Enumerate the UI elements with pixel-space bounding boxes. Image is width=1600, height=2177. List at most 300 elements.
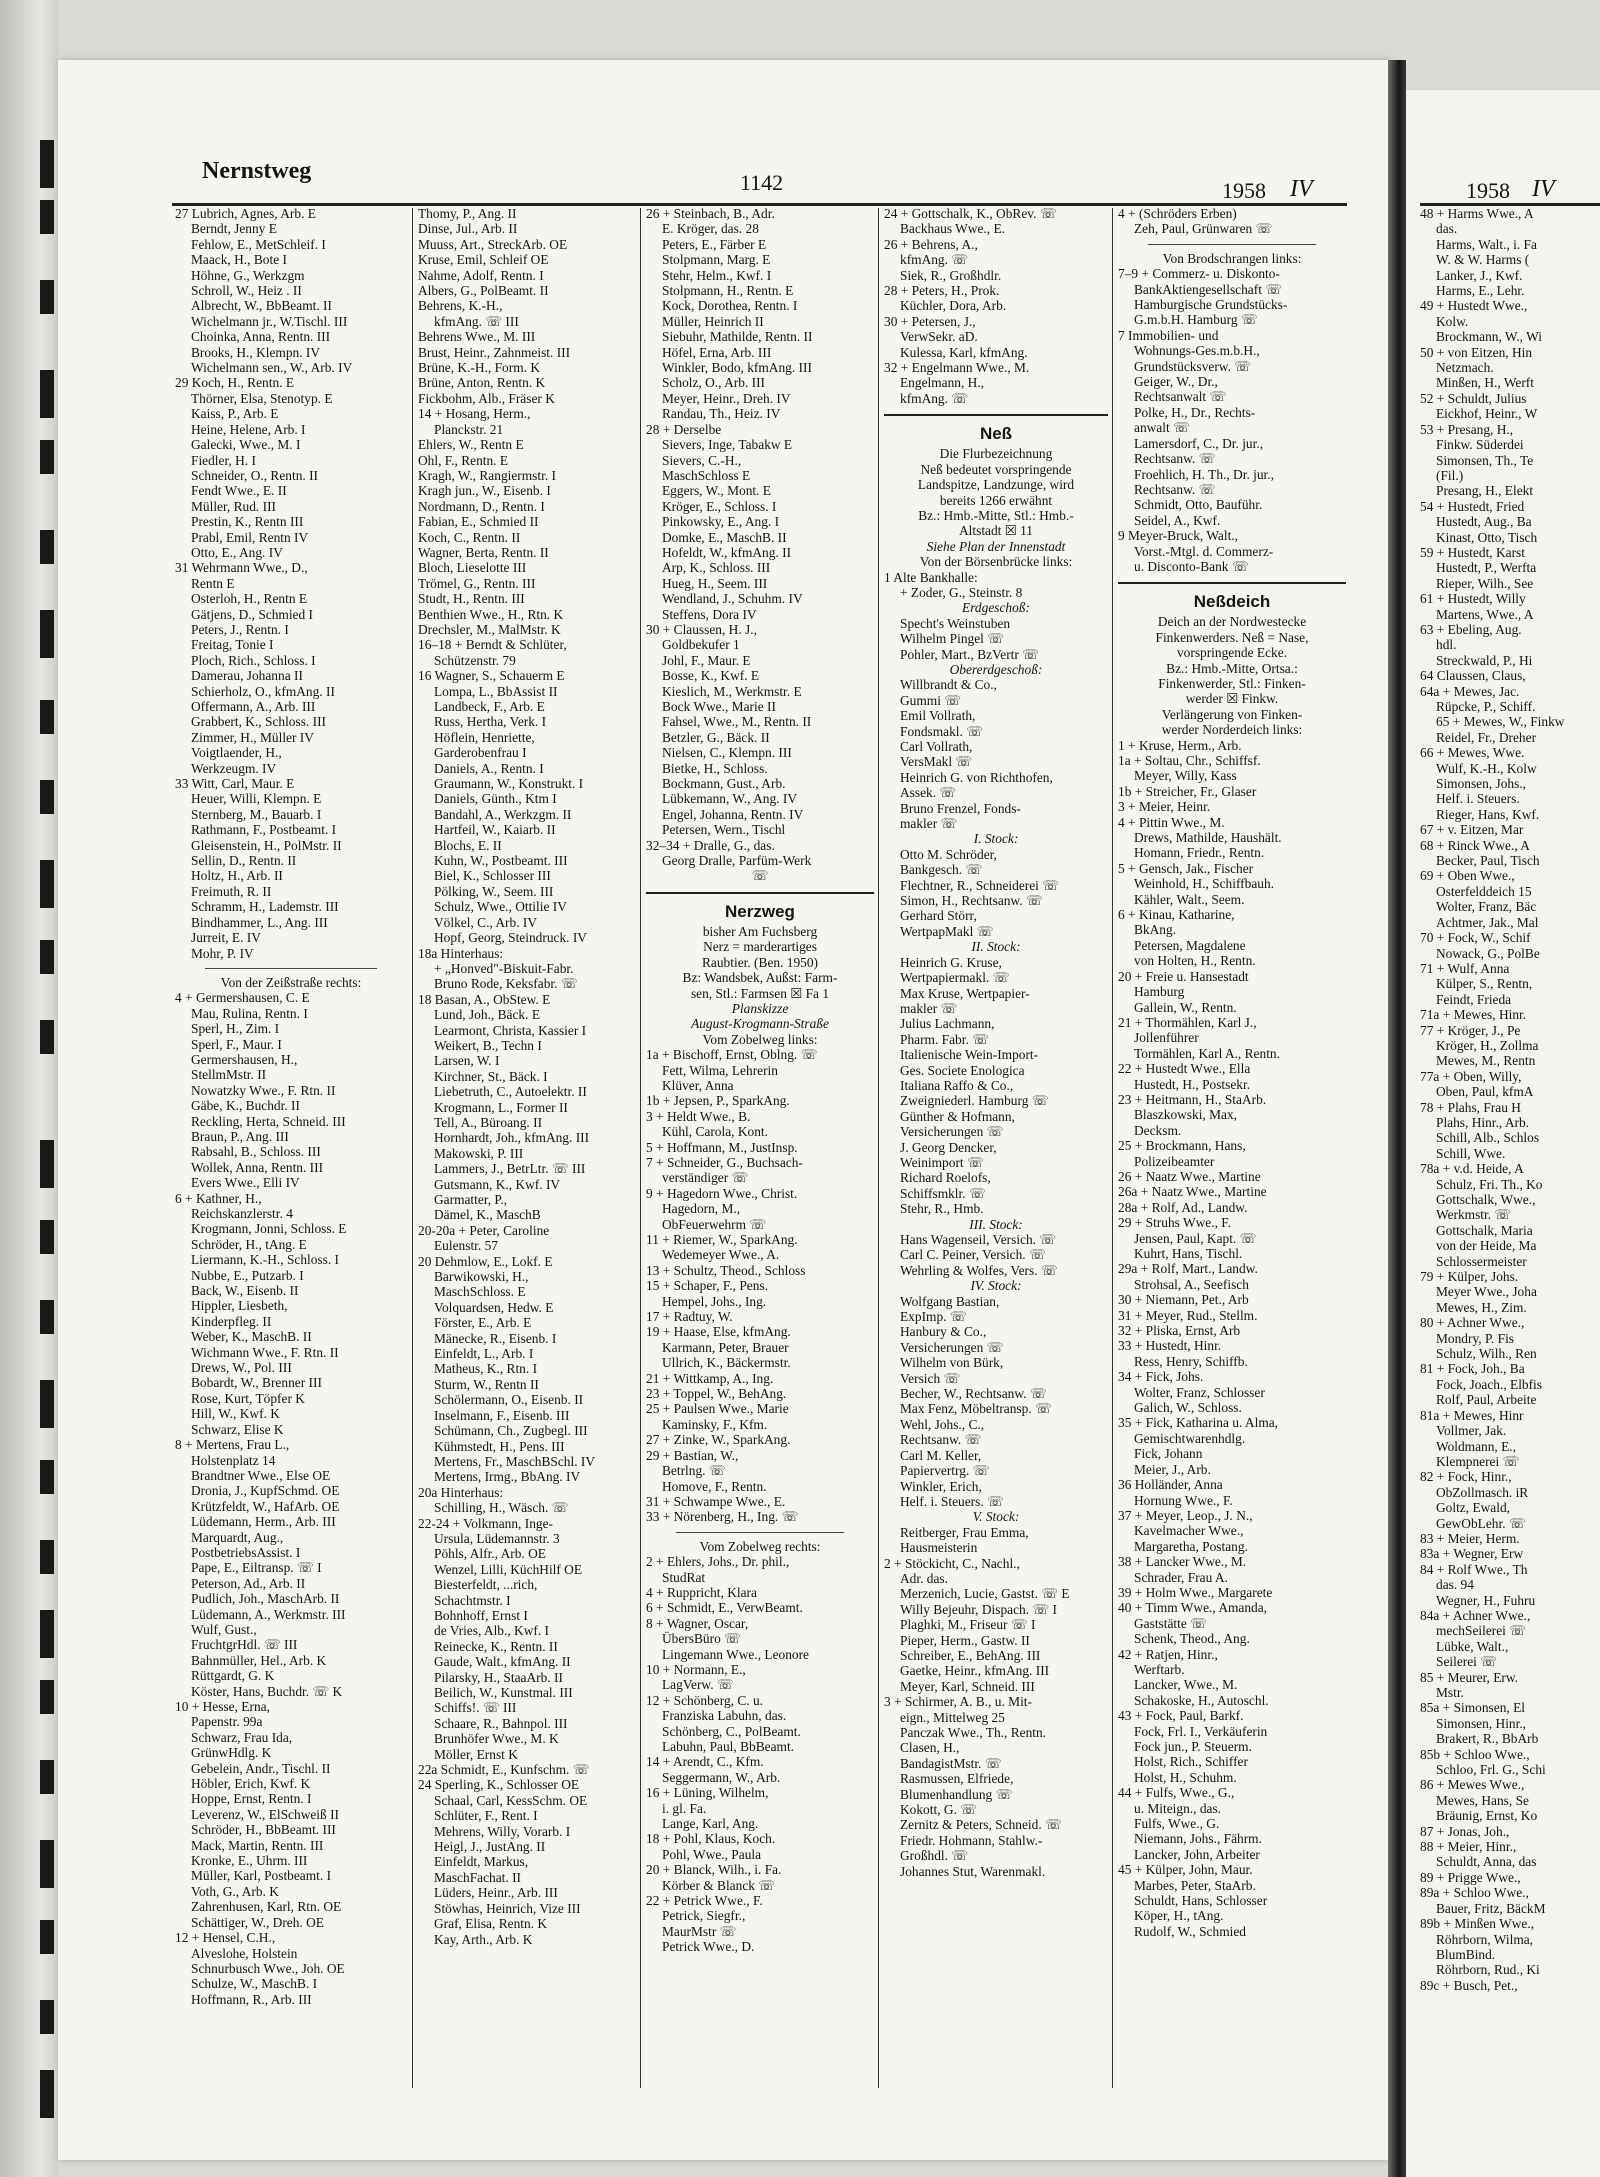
directory-entry: makler ☏	[900, 816, 958, 832]
column-divider	[412, 208, 413, 2088]
directory-entry: ObFeuerwehrm ☏	[662, 1216, 767, 1232]
directory-entry: GrünwHdlg. K	[191, 1745, 272, 1761]
directory-entry: BankAktiengesellschaft ☏	[1134, 281, 1283, 297]
directory-entry: Steffens, Dora IV	[662, 606, 757, 622]
directory-entry: I. Stock:	[973, 831, 1019, 847]
directory-entry: Bietke, H., Schloss.	[662, 760, 768, 776]
binding-mark	[40, 280, 54, 314]
directory-entry: (Fil.)	[1436, 467, 1464, 483]
directory-entry: Kulessa, Karl, kfmAng.	[900, 344, 1028, 360]
directory-entry: Brockmann, W., Wi	[1436, 329, 1542, 345]
directory-entry: 85 + Meurer, Erw.	[1420, 1669, 1518, 1685]
directory-entry: 70 + Fock, W., Schif	[1420, 930, 1531, 946]
directory-entry: Röhrborn, Wilma,	[1436, 1931, 1534, 1947]
directory-entry: 32 + Engelmann Wwe., M.	[884, 360, 1030, 376]
directory-entry: 8 + Wagner, Oscar,	[646, 1615, 749, 1631]
directory-entry: Kühl, Carola, Kont.	[662, 1124, 768, 1140]
directory-entry: 66 + Mewes, Wwe.	[1420, 745, 1525, 761]
directory-entry: 18 Basan, A., ObStew. E	[418, 991, 551, 1007]
directory-entry: Bankgesch. ☏	[900, 862, 983, 878]
street-header: Nernstweg	[202, 158, 312, 184]
directory-entry: Biel, K., Schlosser III	[434, 868, 551, 884]
directory-entry: 9 + Hagedorn Wwe., Christ.	[646, 1185, 798, 1201]
directory-entry: Rathmann, F., Postbeamt. I	[191, 822, 337, 838]
directory-entry: Schiffsmklr. ☏	[900, 1185, 986, 1201]
directory-entry: 16–18 + Berndt & Schlüter,	[418, 637, 567, 653]
directory-entry: Benthien Wwe., H., Rtn. K	[418, 606, 564, 622]
directory-entry: Küchler, Dora, Arb.	[900, 298, 1007, 314]
directory-entry: LagVerw. ☏	[662, 1677, 734, 1693]
directory-entry: Ploch, Rich., Schloss. I	[191, 652, 316, 668]
directory-entry: IV. Stock:	[970, 1278, 1022, 1294]
directory-entry: Schierholz, O., kfmAng. II	[191, 683, 335, 699]
directory-entry: Von der Börsenbrücke links:	[919, 554, 1073, 570]
directory-entry: Die Flurbezeichnung	[939, 446, 1053, 462]
directory-entry: Albers, G., PolBeamt. II	[418, 283, 549, 299]
directory-entry: Simonsen, Johs.,	[1436, 776, 1527, 792]
directory-entry: Martens, Wwe., A	[1436, 606, 1534, 622]
directory-entry: Wilhelm Pingel ☏	[900, 631, 1004, 647]
directory-entry: 84a + Achner Wwe.,	[1420, 1607, 1531, 1623]
directory-entry: 20 Dehmlow, E., Lokf. E	[418, 1253, 553, 1269]
volume-label: IV	[1290, 176, 1313, 202]
directory-entry: Schümann, Ch., Zugbegl. III	[434, 1423, 588, 1439]
binding-mark	[40, 610, 54, 658]
directory-entry: Rieger, Hans, Kwf.	[1436, 806, 1540, 822]
directory-entry: Fock, Frl. I., Verkäuferin	[1134, 1723, 1268, 1739]
directory-entry: 42 + Ratjen, Hinr.,	[1118, 1646, 1218, 1662]
directory-entry: Heuer, Willi, Klempn. E	[191, 791, 322, 807]
directory-entry: VerwSekr. aD.	[900, 329, 978, 345]
directory-entry: 39 + Holm Wwe., Margarete	[1118, 1584, 1273, 1600]
directory-entry: 89 + Prigge Wwe.,	[1420, 1869, 1521, 1885]
directory-entry: Kruse, Emil, Schleif OE	[418, 252, 549, 268]
directory-entry: Gerhard Störr,	[900, 908, 977, 924]
directory-entry: StudRat	[662, 1569, 706, 1585]
directory-entry: Mohr, P. IV	[191, 945, 254, 961]
directory-entry: 89c + Busch, Pet.,	[1420, 1977, 1518, 1993]
directory-entry: Liebetruth, C., Autoelektr. II	[434, 1084, 587, 1100]
directory-entry: Wolter, Franz, Bäc	[1436, 899, 1537, 915]
directory-entry: 45 + Külper, John, Maur.	[1118, 1862, 1253, 1878]
section-divider	[205, 961, 377, 969]
directory-entry: Pohler, Mart., BzVertr ☏	[900, 646, 1039, 662]
directory-entry: Peters, J., Rentn. I	[191, 621, 289, 637]
street-heading: Nerzweg	[725, 901, 795, 921]
directory-entry: Schreiber, E., BehAng. III	[900, 1647, 1041, 1663]
directory-entry: 59 + Hustedt, Karst	[1420, 544, 1525, 560]
directory-entry: Gebelein, Andr., Tischl. II	[191, 1760, 331, 1776]
directory-entry: Simon, H., Rechtsanw. ☏	[900, 893, 1043, 909]
directory-entry: 36 Holländer, Anna	[1118, 1477, 1223, 1493]
directory-entry: Schaare, R., Bahnpol. III	[434, 1715, 568, 1731]
directory-entry: Hill, W., Kwf. K	[191, 1406, 280, 1422]
directory-entry: Netzmach.	[1436, 360, 1494, 376]
directory-entry: Gleisenstein, H., PolMstr. II	[191, 837, 342, 853]
directory-entry: Lüdemann, Herm., Arb. III	[191, 1514, 336, 1530]
directory-entry: Muuss, Art., StreckArb. OE	[418, 236, 568, 252]
directory-entry: 31 + Meyer, Rud., Stellm.	[1118, 1307, 1258, 1323]
directory-entry: Rieper, Wilh., See	[1436, 575, 1534, 591]
directory-entry: MaschSchloss. E	[434, 1284, 526, 1300]
directory-entry: Rabsahl, B., Schloss. III	[191, 1144, 321, 1160]
directory-entry: Schröder, H., tAng. E	[191, 1236, 307, 1252]
directory-entry: Reckling, Herta, Schneid. III	[191, 1113, 346, 1129]
directory-entry: Planskizze	[731, 1000, 789, 1016]
directory-entry: Hamburgische Grundstücks-	[1134, 297, 1288, 313]
directory-entry: Kühmstedt, H., Pens. III	[434, 1438, 565, 1454]
directory-entry: 78a + v.d. Heide, A	[1420, 1161, 1524, 1177]
directory-entry: 24 Sperling, K., Schlosser OE	[418, 1777, 580, 1793]
directory-entry: Kröger, E., Schloss. I	[662, 498, 777, 514]
binding-mark	[40, 1610, 54, 1658]
directory-entry: Rechtsanwalt ☏	[1134, 389, 1227, 405]
directory-entry: Dronia, J., KupfSchmd. OE	[191, 1483, 340, 1499]
directory-entry: Larsen, W. I	[434, 1053, 500, 1069]
directory-entry: Maack, H., Bote I	[191, 252, 287, 268]
directory-entry: Sturm, W., Rentn II	[434, 1376, 539, 1392]
directory-entry: Franziska Labuhn, das.	[662, 1708, 787, 1724]
directory-entry: Winkler, Erich,	[900, 1478, 982, 1494]
directory-entry: Galecki, Wwe., M. I	[191, 437, 301, 453]
directory-entry: Meyer, Karl, Schneid. III	[900, 1678, 1035, 1694]
directory-entry: bereits 1266 erwähnt	[939, 492, 1053, 508]
directory-entry: 2 + Ehlers, Johs., Dr. phil.,	[646, 1554, 790, 1570]
directory-entry: Großhdl. ☏	[900, 1848, 969, 1864]
directory-entry: MaurMstr ☏	[662, 1923, 737, 1939]
street-heading: Neß	[979, 424, 1013, 444]
directory-entry: Nahme, Adolf, Rentn. I	[418, 267, 544, 283]
directory-entry: hdl.	[1436, 637, 1457, 653]
page-number: 1142	[740, 170, 784, 195]
directory-entry: Petersen, Wern., Tischl	[662, 822, 786, 838]
directory-entry: 20 + Blanck, Wilh., i. Fa.	[646, 1862, 782, 1878]
directory-entry: Mänecke, R., Eisenb. I	[434, 1330, 557, 1346]
directory-entry: 3 + Meier, Heinr.	[1118, 799, 1211, 815]
directory-entry: Kuhn, W., Postbeamt. III	[434, 853, 568, 869]
directory-entry: Mehrens, Willy, Vorarb. I	[434, 1823, 571, 1839]
directory-entry: 27 + Zinke, W., SparkAng.	[646, 1432, 791, 1448]
directory-entry: Pape, E., Eiltransp. ☏ I	[191, 1560, 322, 1576]
binding-mark	[40, 1220, 54, 1254]
directory-entry: 32–34 + Dralle, G., das.	[646, 837, 775, 853]
directory-entry: 22a Schmidt, E., Kunfschm. ☏	[418, 1762, 590, 1778]
directory-entry: i. gl. Fa.	[662, 1800, 707, 1816]
directory-entry: Gaude, Walt., kfmAng. II	[434, 1654, 571, 1670]
directory-entry: Siehe Plan der Innenstadt	[926, 538, 1066, 554]
directory-entry: Schättiger, W., Dreh. OE	[191, 1914, 324, 1930]
directory-entry: Prestin, K., Rentn III	[191, 514, 304, 530]
directory-entry: Kolw.	[1436, 313, 1469, 329]
directory-entry: Thomy, P., Ang. II	[418, 206, 517, 221]
directory-entry: Carl Vollrath,	[900, 739, 973, 754]
directory-entry: Geiger, W., Dr.,	[1134, 374, 1218, 390]
directory-entry: Tormählen, Karl A., Rentn.	[1134, 1045, 1280, 1061]
directory-entry: 28 + Derselbe	[646, 421, 722, 437]
directory-entry: Schmidt, Otto, Bauführ.	[1134, 497, 1263, 513]
directory-entry: von der Heide, Ma	[1436, 1238, 1537, 1254]
directory-entry: Stolpmann, H., Rentn. E	[662, 283, 794, 299]
directory-entry: 12 + Schönberg, C. u.	[646, 1692, 764, 1708]
directory-entry: Woldmann, E.,	[1436, 1438, 1516, 1454]
directory-entry: Hartfeil, W., Kaiarb. II	[434, 822, 556, 838]
directory-entry: Hoppe, Ernst, Rentn. I	[191, 1791, 312, 1807]
directory-entry: Oben, Paul, kfmA	[1436, 1084, 1534, 1100]
directory-entry: Mau, Rulina, Rentn. I	[191, 1005, 308, 1021]
directory-entry: Holst, H., Schuhm.	[1134, 1769, 1237, 1785]
directory-entry: Jensen, Paul, Kapt. ☏	[1134, 1230, 1257, 1246]
directory-entry: Otto, E., Ang. IV	[191, 544, 283, 560]
directory-entry: 26 + Steinbach, B., Adr.	[646, 206, 775, 221]
directory-entry: 53 + Presang, H.,	[1420, 421, 1514, 437]
directory-entry: Raubtier. (Ben. 1950)	[701, 954, 819, 970]
directory-entry: Pudlich, Joh., MaschArb. II	[191, 1591, 340, 1607]
directory-entry: bisher Am Fuchsberg	[702, 923, 818, 939]
directory-entry: Schölermann, O., Eisenb. II	[434, 1392, 584, 1408]
directory-entry: Landbeck, F., Arb. E	[434, 699, 545, 714]
directory-entry: Reitberger, Frau Emma,	[900, 1524, 1029, 1540]
directory-entry: 20a Hinterhaus:	[418, 1484, 504, 1500]
directory-entry: verständiger ☏	[662, 1170, 749, 1186]
directory-entry: Sperl, F., Maur. I	[191, 1036, 282, 1052]
directory-entry: Russ, Hertha, Verk. I	[434, 714, 547, 730]
directory-entry: Rudolf, W., Schmied	[1134, 1923, 1246, 1939]
directory-entry: Brandtner Wwe., Else OE	[191, 1467, 331, 1483]
directory-entry: Fulfs, Wwe., G.	[1134, 1816, 1220, 1832]
directory-entry: 44 + Fulfs, Wwe., G.,	[1118, 1785, 1235, 1801]
directory-entry: Bruno Frenzel, Fonds-	[900, 800, 1021, 816]
directory-entry: Kragh jun., W., Eisenb. I	[418, 483, 551, 499]
directory-entry: Vom Zobelweg rechts:	[699, 1538, 821, 1554]
directory-entry: ÜbersBüro ☏	[662, 1631, 741, 1647]
directory-entry: Tell, A., Büroang. II	[434, 1114, 543, 1130]
directory-entry: Fock jun., P. Steuerm.	[1134, 1739, 1252, 1754]
directory-entry: Ursula, Lüdemannstr. 3	[434, 1530, 560, 1546]
directory-entry: Blaszkowski, Max,	[1134, 1107, 1238, 1123]
directory-entry: Rentn E	[191, 575, 235, 591]
directory-entry: Schrader, Frau A.	[1134, 1569, 1228, 1585]
directory-entry: 52 + Schuldt, Julius	[1420, 390, 1527, 406]
directory-entry: Finkw. Süderdei	[1436, 437, 1524, 453]
directory-entry: Gottschalk, Maria	[1436, 1222, 1533, 1238]
directory-entry: Pinkowsky, E., Ang. I	[662, 514, 780, 530]
directory-entry: anwalt ☏	[1134, 420, 1190, 436]
directory-entry: Behrens Wwe., M. III	[418, 329, 536, 345]
directory-entry: Werftarb.	[1134, 1661, 1185, 1677]
directory-entry: 32 + Pliska, Ernst, Arb	[1118, 1323, 1241, 1339]
directory-entry: Schröder, H., BbBeamt. III	[191, 1822, 336, 1838]
directory-entry: 7 + Schneider, G., Buchsach-	[646, 1154, 803, 1170]
directory-entry: 23 + Toppel, W., BehAng.	[646, 1386, 787, 1402]
directory-entry: Gottschalk, Wwe.,	[1436, 1192, 1536, 1207]
directory-entry: Brakert, R., BbArb	[1436, 1731, 1539, 1747]
directory-entry: Fock, Joach., Elbfis	[1436, 1376, 1542, 1392]
directory-entry: Mertens, Fr., MaschBSchl. IV	[434, 1453, 596, 1469]
directory-entry: Versicherungen ☏	[900, 1339, 1004, 1355]
directory-entry: Scholz, O., Arb. III	[662, 375, 766, 391]
directory-entry: Lüdemann, A., Werkmstr. III	[191, 1606, 346, 1622]
directory-entry: 27 Lubrich, Agnes, Arb. E	[175, 206, 316, 221]
directory-entry: vorspringende Ecke.	[1176, 645, 1288, 661]
directory-entry: 30 + Niemann, Pet., Arb	[1118, 1292, 1249, 1308]
directory-entry: Petrick, Siegfr.,	[662, 1908, 746, 1924]
directory-entry: 1b + Streicher, Fr., Glaser	[1118, 783, 1257, 799]
directory-entry: 33 + Nörenberg, H., Ing. ☏	[646, 1509, 799, 1525]
directory-entry: 1b + Jepsen, P., SparkAng.	[646, 1093, 790, 1109]
directory-entry: 22 + Petrick Wwe., F.	[646, 1893, 763, 1909]
directory-entry: Schulz, Wwe., Ottilie IV	[434, 899, 567, 915]
directory-entry: Brooks, H., Klempn. IV	[191, 344, 321, 360]
directory-entry: Petersen, Magdalene	[1134, 937, 1246, 953]
directory-entry: 22-24 + Volkmann, Inge-	[418, 1515, 553, 1531]
directory-entry: Mewes, M., Rentn	[1436, 1053, 1536, 1069]
directory-entry: Goldbekufer 1	[662, 637, 740, 653]
directory-entry: PostbetriebsAssist. I	[191, 1544, 301, 1560]
directory-entry: Weinimport ☏	[900, 1154, 984, 1170]
directory-entry: Offermann, A., Arb. III	[191, 699, 316, 714]
directory-entry: Clasen, H.,	[900, 1740, 960, 1756]
directory-entry: Bräunig, Ernst, Ko	[1436, 1808, 1538, 1824]
directory-entry: Werkmstr. ☏	[1436, 1207, 1512, 1223]
directory-entry: Carl M. Keller,	[900, 1447, 982, 1463]
directory-entry: Kragh, W., Rangiermstr. I	[418, 467, 556, 483]
directory-entry: Johl, F., Maur. E	[662, 652, 751, 668]
directory-entry: Max Fenz, Möbeltransp. ☏	[900, 1401, 1052, 1417]
directory-entry: Lübkemann, W., Ang. IV	[662, 791, 798, 807]
directory-entry: Vollmer, Jak.	[1436, 1423, 1507, 1439]
directory-entry: Holstenplatz 14	[191, 1452, 276, 1468]
directory-entry: das.	[1436, 221, 1458, 237]
directory-entry: Becher, W., Rechtsanw. ☏	[900, 1386, 1047, 1402]
directory-entry: Hustedt, H., Postsekr.	[1134, 1076, 1251, 1092]
directory-entry: 9 Meyer-Bruck, Walt.,	[1118, 528, 1239, 544]
directory-entry: Wilhelm von Bürk,	[900, 1355, 1004, 1371]
directory-entry: 24 + Gottschalk, K., ObRev. ☏	[884, 206, 1057, 221]
directory-entry: Rechtsanw. ☏	[1134, 451, 1216, 467]
directory-entry: Heine, Helene, Arb. I	[191, 421, 306, 437]
directory-entry: 6 + Schmidt, E., VerwBeamt.	[646, 1600, 803, 1616]
directory-entry: Behrens, K.-H.,	[418, 298, 503, 314]
directory-entry: Schneider, O., Rentn. II	[191, 467, 319, 483]
directory-entry: Holst, Rich., Schiffer	[1134, 1754, 1248, 1770]
directory-entry: Bohnhoff, Ernst I	[434, 1607, 528, 1623]
directory-entry: Marquardt, Aug.,	[191, 1529, 284, 1545]
directory-entry: Ress, Henry, Schiffb.	[1134, 1353, 1248, 1369]
directory-entry: Bloch, Lieselotte III	[418, 560, 527, 576]
directory-entry: Wendland, J., Schuhm. IV	[662, 591, 803, 607]
directory-entry: 19 + Haase, Else, kfmAng.	[646, 1324, 791, 1340]
directory-entry: 69 + Oben Wwe.,	[1420, 868, 1515, 884]
directory-entry: Gätjens, D., Schmied I	[191, 606, 313, 622]
directory-entry: Freitag, Tonie I	[191, 637, 274, 653]
directory-entry: Schuldt, Hans, Schlosser	[1134, 1893, 1268, 1909]
directory-entry: 85a + Simonsen, El	[1420, 1700, 1526, 1716]
directory-entry: 67 + v. Eitzen, Mar	[1420, 822, 1524, 838]
directory-entry: Altstadt ☒ 11	[959, 523, 1033, 539]
directory-entry: Margaretha, Postang.	[1134, 1538, 1248, 1554]
directory-entry: Höbler, Erich, Kwf. K	[191, 1776, 311, 1792]
directory-entry: 5 + Hoffmann, M., JustInsp.	[646, 1139, 798, 1155]
directory-entry: Pöhls, Alfr., Arb. OE	[434, 1546, 546, 1562]
directory-entry: Eulenstr. 57	[434, 1238, 498, 1254]
section-divider	[1148, 237, 1316, 245]
directory-entry: Italienische Wein-Import-	[900, 1047, 1039, 1063]
directory-entry: 89a + Schloo Wwe.,	[1420, 1885, 1529, 1901]
directory-entry: 65 + Mewes, W., Finkw	[1436, 714, 1565, 730]
binding-mark	[40, 1760, 54, 1794]
directory-entry: G.m.b.H. Hamburg ☏	[1134, 312, 1258, 328]
directory-entry: Schulz, Fri. Th., Ko	[1436, 1176, 1543, 1192]
directory-entry: Planckstr. 21	[434, 421, 504, 437]
directory-entry: Schönberg, C., PolBeamt.	[662, 1723, 801, 1739]
directory-entry: Liermann, K.-H., Schloss. I	[191, 1252, 340, 1268]
directory-entry: 29 + Struhs Wwe., F.	[1118, 1215, 1231, 1231]
directory-entry: Obererdgeschoß:	[949, 661, 1043, 677]
directory-entry: Bahnmüller, Hel., Arb. K	[191, 1652, 327, 1668]
directory-entry: Lüders, Heinr., Arb. III	[434, 1885, 558, 1901]
directory-entry: Meyer, Willy, Kass	[1134, 768, 1237, 784]
street-heading: Neßdeich	[1193, 592, 1271, 612]
directory-entry: 43 + Fock, Paul, Barkf.	[1118, 1708, 1244, 1724]
directory-entry: Klempnerei ☏	[1436, 1453, 1520, 1469]
directory-entry: kfmAng. ☏ III	[434, 313, 519, 329]
directory-entry: Weikert, B., Techn I	[434, 1037, 542, 1053]
directory-entry: Fahsel, Wwe., M., Rentn. II	[662, 714, 812, 730]
directory-entry: Bock Wwe., Marie II	[662, 699, 776, 714]
directory-entry: Daniels, A., Rentn. I	[434, 760, 544, 776]
directory-entry: Schützenstr. 79	[434, 652, 516, 668]
directory-entry: Fehlow, E., MetSchleif. I	[191, 236, 326, 252]
directory-entry: u. Disconto-Bank ☏	[1134, 558, 1249, 574]
directory-entry: 22 + Hustedt Wwe., Ella	[1118, 1061, 1251, 1077]
directory-entry: 77 + Kröger, J., Pe	[1420, 1022, 1521, 1038]
binding-mark	[40, 780, 54, 814]
directory-entry: Kaminsky, F., Kfm.	[662, 1416, 768, 1432]
directory-entry: Galich, W., Schloss.	[1134, 1400, 1242, 1416]
directory-entry: Schlüter, F., Rent. I	[434, 1808, 538, 1824]
binding-mark	[40, 700, 54, 734]
directory-entry: 84 + Rolf Wwe., Th	[1420, 1561, 1528, 1577]
entry-column-5	[1118, 206, 1346, 2086]
directory-entry: sen, Stl.: Farmsen ☒ Fa 1	[690, 985, 830, 1001]
directory-entry: Peters, E., Färber E	[662, 236, 767, 252]
directory-entry: Rechtsanw. ☏	[1134, 481, 1216, 497]
directory-entry: Einfeldt, L., Arb. I	[434, 1346, 534, 1362]
directory-entry: Schloo, Frl. G., Schi	[1436, 1762, 1546, 1778]
directory-entry: 20 + Freie u. Hansestadt	[1118, 968, 1249, 984]
directory-entry: Simonsen, Hinr.,	[1436, 1715, 1527, 1731]
directory-entry: Papenstr. 99a	[191, 1714, 263, 1730]
directory-entry: Jurreit, E. IV	[191, 930, 261, 946]
directory-entry: Inselmann, F., Eisenb. III	[434, 1407, 570, 1423]
directory-entry: 8 + Mertens, Frau L.,	[175, 1437, 290, 1453]
directory-entry: Kinderpfleg. II	[191, 1313, 272, 1329]
binding-mark	[40, 1140, 54, 1188]
directory-entry: 20-20a + Peter, Caroline	[418, 1222, 550, 1238]
directory-entry: Bindhammer, L., Ang. III	[191, 914, 328, 930]
directory-entry: Hausmeisterin	[900, 1540, 978, 1556]
directory-entry: Klüver, Anna	[662, 1077, 734, 1093]
directory-entry: Kröger, H., Zollma	[1436, 1037, 1539, 1053]
directory-entry: Schuldt, Anna, das	[1436, 1854, 1537, 1870]
column-divider	[878, 208, 879, 2088]
directory-entry: Ges. Societe Enologica	[900, 1062, 1025, 1078]
directory-entry: Rolf, Paul, Arbeite	[1436, 1392, 1537, 1408]
directory-entry: Hoffmann, R., Arb. III	[191, 1991, 312, 2007]
directory-entry: 79 + Külper, Johs.	[1420, 1269, 1519, 1285]
directory-entry: Pilarsky, H., StaaArb. II	[434, 1669, 563, 1685]
directory-entry: Wehl, Johs., C.,	[900, 1416, 985, 1432]
